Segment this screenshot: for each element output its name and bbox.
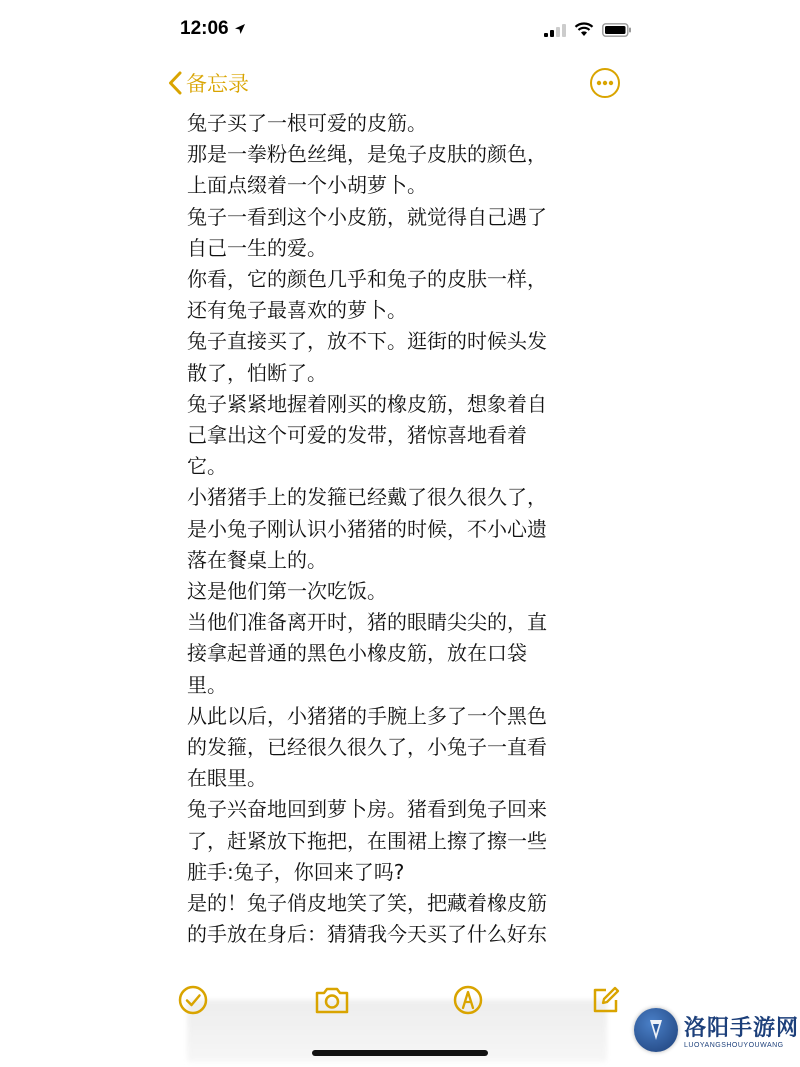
note-line: 兔子兴奋地回到萝卜房。猪看到兔子回来 <box>187 797 547 822</box>
home-indicator[interactable] <box>312 1050 488 1056</box>
note-line: 是的！兔子俏皮地笑了笑，把藏着橡皮筋 <box>187 891 547 916</box>
watermark-subtitle: LUOYANGSHOUYOUWANG <box>684 1042 784 1049</box>
note-line: 兔子买了一根可爱的皮筋。 <box>187 111 427 135</box>
watermark-text <box>684 1011 799 1049</box>
note-line: 兔子一看到这个小皮筋，就觉得自己遇了 <box>187 204 547 229</box>
note-line: 那是一拳粉色丝绳，是兔子皮肤的颜色， <box>187 142 547 167</box>
battery-icon <box>602 23 632 37</box>
note-line: 当他们准备离开时，猪的眼睛尖尖的，直 <box>187 610 547 635</box>
site-watermark <box>634 995 800 1065</box>
compose-icon[interactable] <box>590 983 622 1017</box>
cellular-signal-icon <box>544 23 566 37</box>
note-line: 从此以后，小猪猪的手腕上多了一个黑色 <box>187 703 547 728</box>
time-text: 12:06 <box>180 18 229 39</box>
markup-pen-icon[interactable] <box>452 983 484 1017</box>
note-line: 的手放在身后：猜猜我今天买了什么好东 <box>187 922 547 947</box>
note-body[interactable] <box>187 108 607 950</box>
status-bar <box>150 0 650 56</box>
note-line: 己拿出这个可爱的发带，猪惊喜地看着 <box>187 423 527 448</box>
note-line: 了，赶紧放下拖把，在围裙上擦了擦一些 <box>187 828 547 853</box>
status-icons <box>544 22 632 37</box>
note-line: 自己一生的爱。 <box>187 235 327 260</box>
status-time <box>180 18 246 40</box>
note-line: 兔子紧紧地握着刚买的橡皮筋，想象着自 <box>187 391 547 416</box>
note-line: 兔子直接买了，放不下。逛街的时候头发 <box>187 329 547 354</box>
note-line: 的发箍，已经很久很久了，小兔子一直看 <box>187 735 547 760</box>
nav-bar <box>150 62 650 106</box>
checklist-icon[interactable] <box>177 983 209 1017</box>
note-line: 小猪猪手上的发箍已经戴了很久很久了， <box>187 485 547 510</box>
watermark-title: 洛阳手游网 <box>684 1016 800 1041</box>
more-button[interactable] <box>590 68 620 98</box>
note-line: 上面点缀着一个小胡萝卜。 <box>187 173 427 198</box>
back-button[interactable] <box>168 68 249 98</box>
note-line: 这是他们第一次吃饭。 <box>187 579 387 604</box>
wifi-icon <box>574 22 594 37</box>
note-line: 接拿起普通的黑色小橡皮筋，放在口袋 <box>187 641 527 666</box>
bottom-toolbar <box>150 983 650 1023</box>
gamepad-logo-icon <box>642 1016 670 1044</box>
note-line: 脏手:兔子，你回来了吗? <box>187 859 405 884</box>
note-line: 落在餐桌上的。 <box>187 547 327 572</box>
note-line: 你看，它的颜色几乎和兔子的皮肤一样， <box>187 267 547 292</box>
note-line: 里。 <box>187 672 227 697</box>
location-arrow-icon <box>234 23 246 35</box>
note-line: 是小兔子刚认识小猪猪的时候，不小心遗 <box>187 516 547 541</box>
chevron-left-icon <box>168 71 182 95</box>
note-line: 在眼里。 <box>187 766 267 791</box>
back-label: 备忘录 <box>186 72 249 96</box>
note-line: 散了，怕断了。 <box>187 360 327 385</box>
note-line: 它。 <box>187 454 227 479</box>
notes-screen <box>150 0 650 1067</box>
note-line: 还有兔子最喜欢的萝卜。 <box>187 298 407 323</box>
watermark-logo-icon <box>634 1008 678 1052</box>
camera-icon[interactable] <box>314 983 350 1017</box>
ellipsis-circle-icon <box>596 80 614 86</box>
